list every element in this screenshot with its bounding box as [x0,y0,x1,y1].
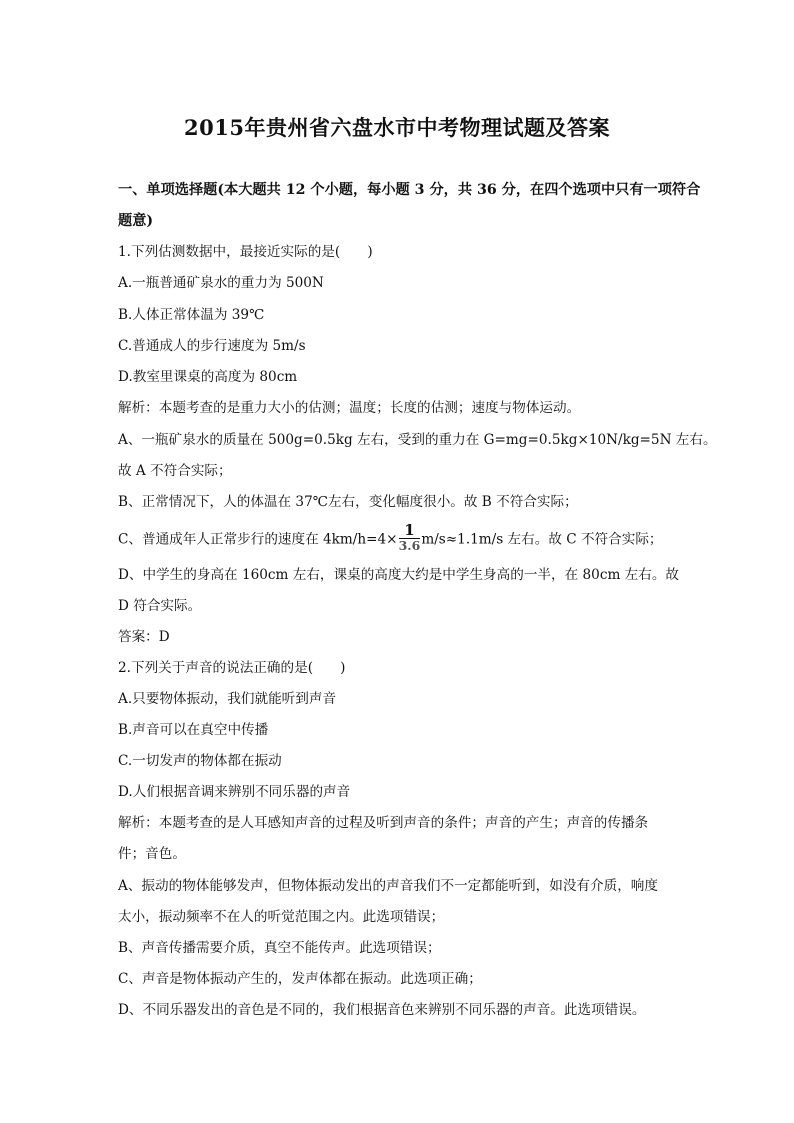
q1-analysis: 解析：本题考查的是重力大小的估测；温度；长度的估测；速度与物体运动。 [118,400,581,416]
q1-explain-c-before: C、普通成年人正常步行的速度在 4km/h=4× [118,531,398,548]
q2-option-b: B.声音可以在真空中传播 [118,722,269,738]
q2-explain-c: C、声音是物体振动产生的，发声体都在振动。此选项正确； [118,971,482,987]
q1-explain-d-cont: D 符合实际。 [118,598,202,614]
section-heading: 一、单项选择题(本大题共 12 个小题，每小题 3 分，共 36 分，在四个选项中只有一项符合 [118,182,701,198]
section-heading-cont: 题意) [118,213,154,229]
q1-option-d: D.教室里课桌的高度为 80cm [118,369,298,385]
q2-analysis-cont: 件；音色。 [118,846,186,862]
fraction [399,523,421,553]
q1-explain-c [118,521,663,555]
q1-explain-d: D、中学生的身高在 160cm 左右，课桌的高度大约是中学生身高的一半，在 80cm 左右。故 [118,567,680,583]
q1-option-b: B.人体正常体温为 39℃ [118,307,265,323]
page-title: 2015年贵州省六盘水市中考物理试题及答案 [184,115,610,140]
q1-explain-a: A、一瓶矿泉水的质量在 500g=0.5kg 左右，受到的重力在 G=mg=0.5kg×10N/kg=5N 左右。 [118,432,717,448]
q2-explain-d: D、不同乐器发出的音色是不同的，我们根据音色来辨别不同乐器的声音。此选项错误。 [118,1002,646,1018]
q2-option-a: A.只要物体振动，我们就能听到声音 [118,691,337,707]
q1-option-c: C.普通成人的步行速度为 5m/s [118,338,306,354]
q1-explain-a-cont: 故 A 不符合实际； [118,463,232,479]
q1-answer: 答案：D [118,629,170,645]
q1-explain-c-after: m/s≈1.1m/s 左右。故 C 不符合实际； [421,531,663,548]
q1-stem: 1.下列估测数据中，最接近实际的是( ) [118,244,373,260]
q2-analysis: 解析：本题考查的是人耳感知声音的过程及听到声音的条件；声音的产生；声音的传播条 [118,815,649,831]
q2-option-d: D.人们根据音调来辨别不同乐器的声音 [118,784,351,800]
q2-stem: 2.下列关于声音的说法正确的是( ) [118,660,346,676]
q2-explain-a: A、振动的物体能够发声，但物体振动发出的声音我们不一定都能听到，如没有介质，响度 [118,878,658,894]
fraction-numerator: 1 [399,523,421,539]
q2-explain-a-cont: 太小，振动频率不在人的听觉范围之内。此选项错误； [118,909,445,925]
q1-option-a: A.一瓶普通矿泉水的重力为 500N [118,275,324,291]
q1-explain-b: B、正常情况下，人的体温在 37℃左右，变化幅度很小。故 B 不符合实际； [118,494,578,510]
q2-explain-b: B、声音传播需要介质，真空不能传声。此选项错误； [118,940,441,956]
q2-option-c: C.一切发声的物体都在振动 [118,753,282,769]
fraction-denominator: 3.6 [398,538,421,553]
